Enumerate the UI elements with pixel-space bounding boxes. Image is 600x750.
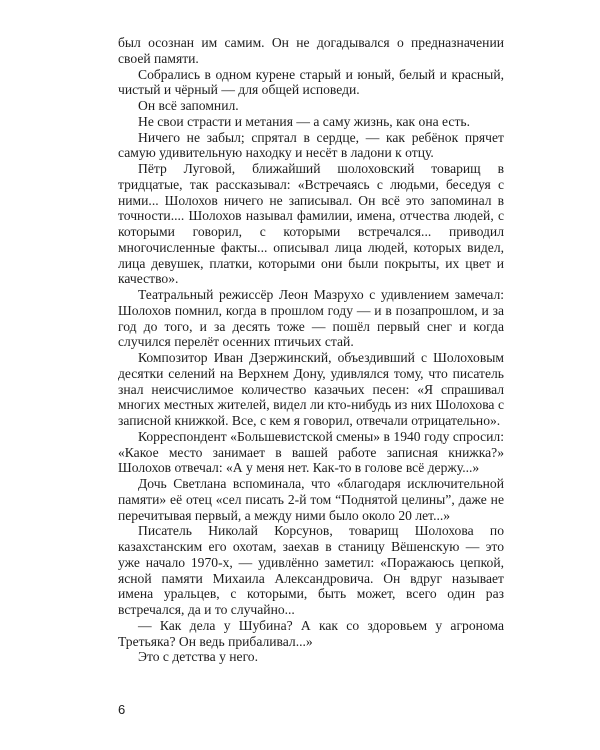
paragraph-13: Это с детства у него. bbox=[138, 649, 259, 665]
paragraph-10: Дочь Светлана вспоминала, что «благодаря исключительной памяти» её отец «сел писать 2-й том “Поднятой целины”, даже не перечитывая первый, а между ними было около 20 лет...» bbox=[118, 476, 504, 523]
paragraph-12: — Как дела у Шубина? А как со здоровьем у агронома Третьяка? Он ведь прибаливал...» bbox=[118, 617, 504, 649]
paragraph-6: Пётр Луговой, ближайший шолоховский товарищ в тридцатые, так рассказывал: «Встречаясь с людьми, беседуя с ними... Шолохов ничего не записывал. Он всё это запоминал в точности.... Шолохов называл фамилии, имена, отчества людей, с которыми говорил, с которыми встречался... приводил многочисленные факты... описывал лица людей, которых видел, лица девушек, платки, которыми они были покрыты, их цвет и качество». bbox=[118, 161, 504, 287]
paragraph-8: Композитор Иван Дзержинский, объездивший с Шолоховым десятки селений на Верхнем Дону, удивлялся тому, что писатель знал неисчислимое количество казачьих песен: «Я спрашивал многих местных жителей, видел ли кто-нибудь из них Шолохова с записной книжкой. Все, с кем я говорил, отвечали отрицательно». bbox=[118, 350, 504, 428]
paragraph-3: Он всё запомнил. bbox=[138, 98, 239, 113]
paragraph-2: Собрались в одном курене старый и юный, белый и красный, чистый и чёрный — для общей исповеди. bbox=[118, 66, 504, 98]
paragraph-4: Не свои страсти и метания — а саму жизнь, как она есть. bbox=[138, 113, 470, 129]
paragraph-7: Театральный режиссёр Леон Мазрухо с удивлением замечал: Шолохов помнил, когда в прошлом году — и в позапрошлом, и за год до того, и за десять тоже — пошёл первый снег и когда случился перелёт осенних птичьих стай. bbox=[118, 287, 504, 350]
paragraph-11: Писатель Николай Корсунов, товарищ Шолохова по казахстанским его охотам, заехав в станицу Вёшенскую — это уже начало 1970-х, — удивлённо заметил: «Поражаюсь цепкой, ясной памяти Михаила Александровича. Он вдруг называет имена уральцев, с которыми, быть может, всего один раз встречался, да и то случайно... bbox=[118, 523, 504, 617]
paragraph-5: Ничего не забыл; спрятал в сердце, — как ребёнок прячет самую удивительную находку и несёт в ладони к отцу. bbox=[118, 129, 504, 161]
paragraph-1: был осознан им самим. Он не догадывался о предназначении своей памяти. bbox=[118, 35, 504, 66]
paragraph-9: Корреспондент «Большевистской смены» в 1940 году спросил: «Какое место занимает в вашей работе записная книжка?» Шолохов отвечал: «А у меня нет. Как-то в голове всё держу...» bbox=[118, 428, 504, 476]
page-body bbox=[118, 35, 504, 665]
page-number: 6 bbox=[118, 702, 126, 717]
